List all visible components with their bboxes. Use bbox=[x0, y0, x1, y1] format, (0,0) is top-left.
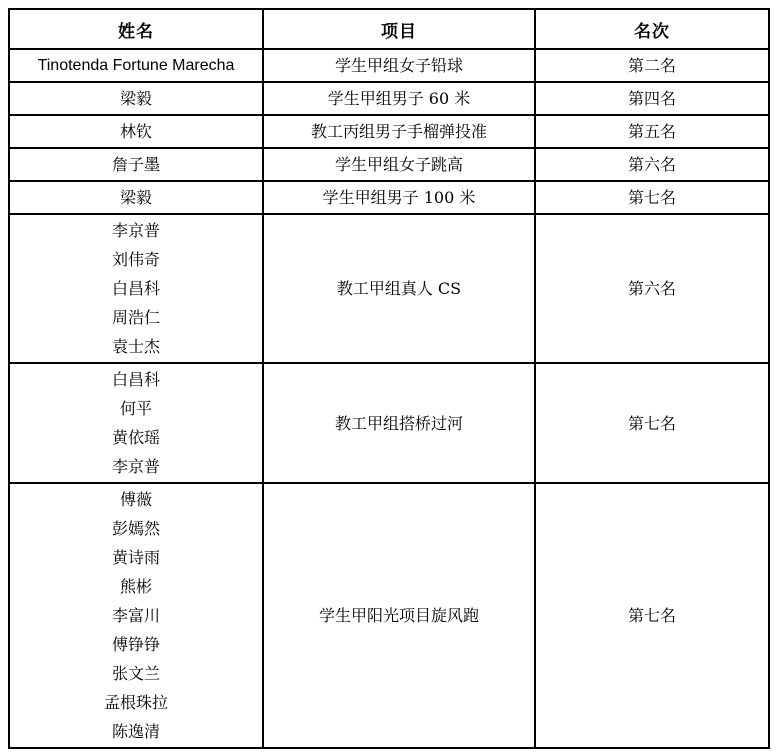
name-line: 李京普 bbox=[111, 221, 160, 240]
name-line: 李富川 bbox=[111, 606, 160, 625]
table-row bbox=[9, 49, 769, 82]
cell-names bbox=[9, 115, 263, 148]
table-row bbox=[9, 181, 769, 214]
header-name: 姓名 bbox=[9, 9, 263, 49]
name-line: 张文兰 bbox=[111, 664, 160, 683]
cell-project: 学生甲阳光项目旋风跑 bbox=[263, 483, 535, 748]
table-row bbox=[9, 148, 769, 181]
name-line: 何平 bbox=[119, 399, 152, 418]
table-row bbox=[9, 483, 769, 748]
name-line: 白昌科 bbox=[111, 279, 160, 298]
name-line: 周浩仁 bbox=[111, 308, 160, 327]
cell-names bbox=[9, 483, 263, 748]
name-line: 刘伟奇 bbox=[111, 250, 160, 269]
name-line: 梁毅 bbox=[119, 89, 152, 108]
table-row bbox=[9, 115, 769, 148]
name-line: 李京普 bbox=[111, 457, 160, 476]
cell-names bbox=[9, 363, 263, 483]
cell-names bbox=[9, 82, 263, 115]
table-row bbox=[9, 82, 769, 115]
name-line: 林钦 bbox=[119, 122, 152, 141]
cell-names bbox=[9, 181, 263, 214]
name-line: 陈逸清 bbox=[111, 722, 160, 741]
cell-names bbox=[9, 49, 263, 82]
cell-rank: 第四名 bbox=[535, 82, 769, 115]
name-line: 傅铮铮 bbox=[111, 635, 160, 654]
name-line: 彭嫣然 bbox=[111, 519, 160, 538]
name-line: 傅薇 bbox=[119, 490, 152, 509]
name-line: 袁士杰 bbox=[111, 337, 160, 356]
cell-rank: 第五名 bbox=[535, 115, 769, 148]
name-line: 梁毅 bbox=[119, 188, 152, 207]
cell-project: 学生甲组女子铅球 bbox=[263, 49, 535, 82]
cell-rank: 第六名 bbox=[535, 148, 769, 181]
table-row bbox=[9, 214, 769, 363]
cell-rank: 第七名 bbox=[535, 181, 769, 214]
table-body bbox=[9, 49, 769, 748]
name-line: 孟根珠拉 bbox=[103, 693, 168, 712]
header-rank: 名次 bbox=[535, 9, 769, 49]
results-table bbox=[8, 8, 770, 749]
name-line: Tinotenda Fortune Marecha bbox=[37, 57, 235, 74]
name-line: 黄诗雨 bbox=[111, 548, 160, 567]
name-line: 詹子墨 bbox=[111, 155, 160, 174]
name-line: 熊彬 bbox=[119, 577, 152, 596]
name-line: 白昌科 bbox=[111, 370, 160, 389]
cell-rank: 第七名 bbox=[535, 483, 769, 748]
cell-project: 学生甲组男子 60 米 bbox=[263, 82, 535, 115]
header-project: 项目 bbox=[263, 9, 535, 49]
cell-project: 教工丙组男子手榴弹投准 bbox=[263, 115, 535, 148]
cell-rank: 第七名 bbox=[535, 363, 769, 483]
cell-project: 教工甲组搭桥过河 bbox=[263, 363, 535, 483]
cell-names bbox=[9, 148, 263, 181]
name-line: 黄依瑶 bbox=[111, 428, 160, 447]
table-row bbox=[9, 363, 769, 483]
cell-project: 教工甲组真人 CS bbox=[263, 214, 535, 363]
header-row bbox=[9, 9, 769, 49]
cell-rank: 第二名 bbox=[535, 49, 769, 82]
cell-names bbox=[9, 214, 263, 363]
cell-project: 学生甲组女子跳高 bbox=[263, 148, 535, 181]
cell-rank: 第六名 bbox=[535, 214, 769, 363]
cell-project: 学生甲组男子 100 米 bbox=[263, 181, 535, 214]
